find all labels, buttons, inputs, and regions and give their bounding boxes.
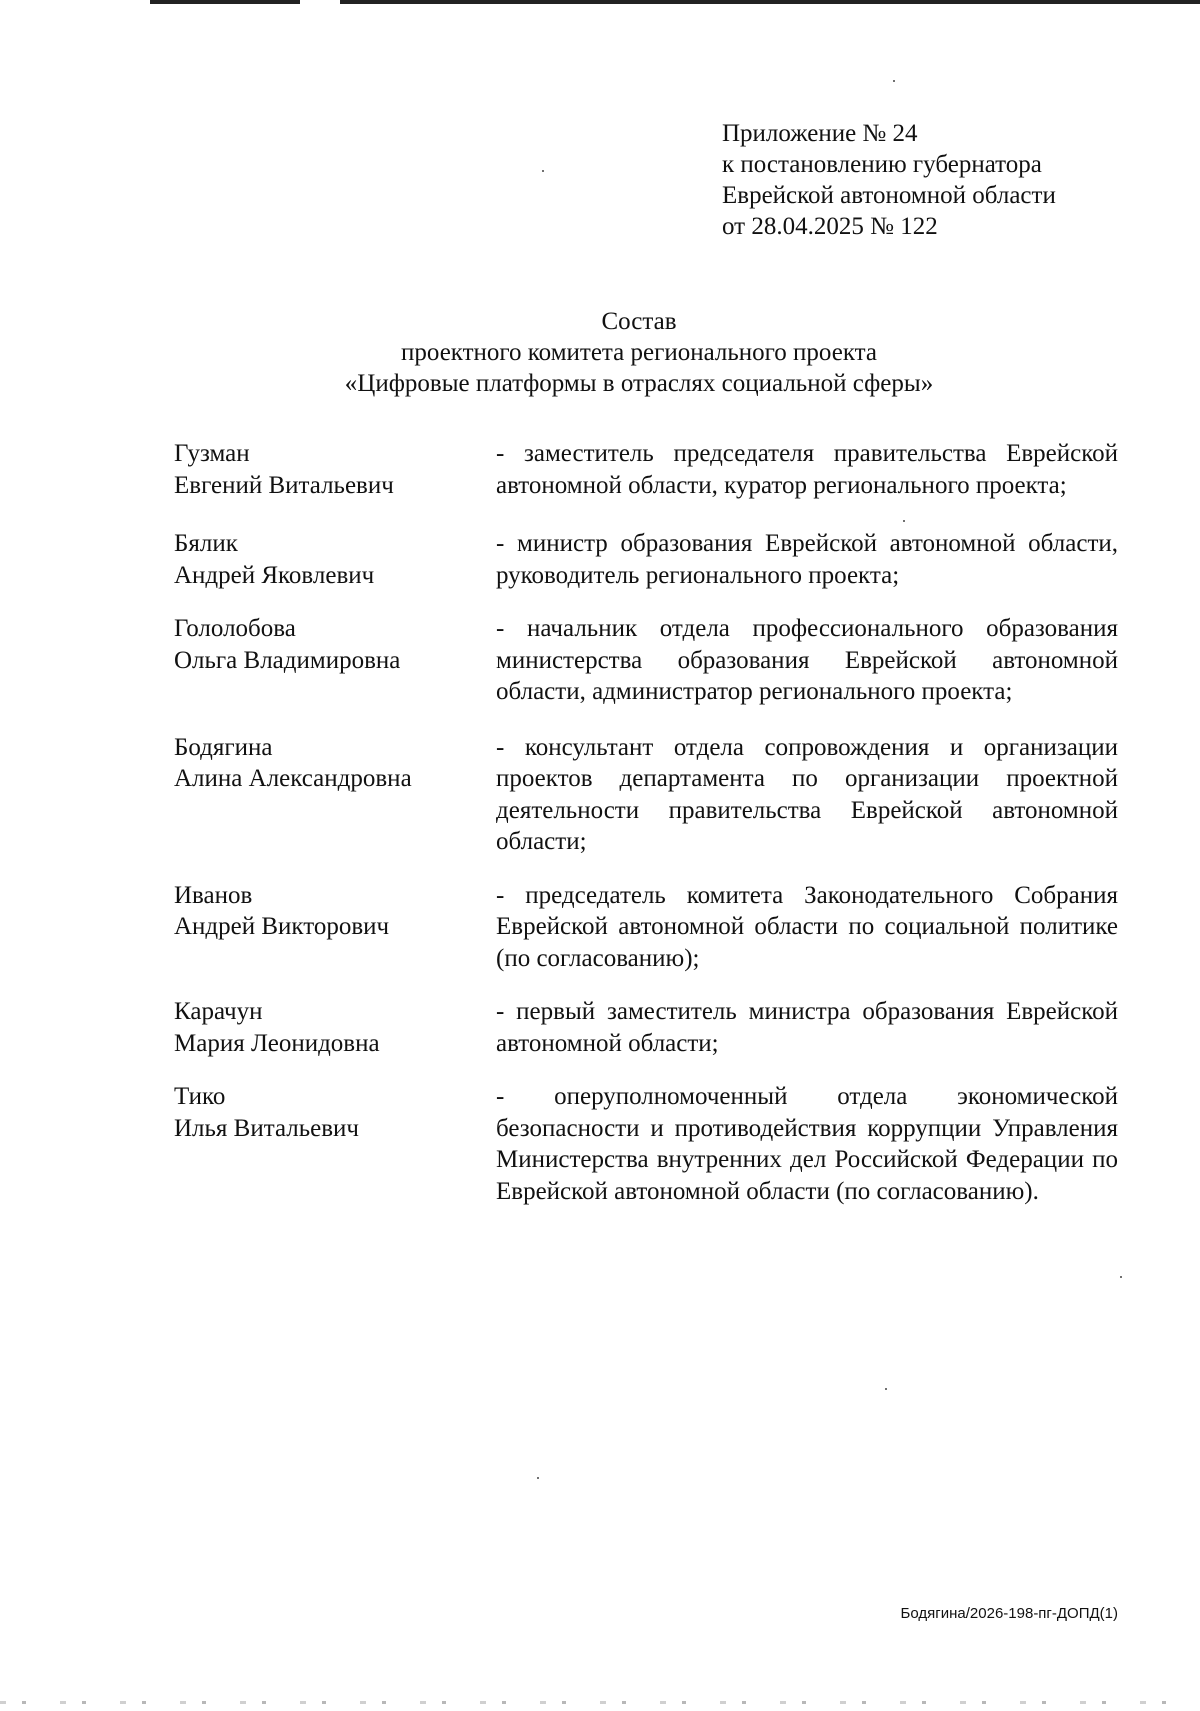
title-line: проектного комитета регионального проекта: [401, 339, 877, 366]
scan-speck: [1120, 1276, 1122, 1278]
member-row: [174, 438, 1118, 501]
member-surname: Тико: [174, 1083, 226, 1110]
member-name: [174, 613, 496, 708]
document-registration-code: Бодягина/2026-198-пг-ДОПД(1): [900, 1605, 1118, 1622]
scan-edge-top: [0, 0, 1200, 4]
scan-speck: [537, 1477, 539, 1479]
member-name: [174, 732, 496, 858]
appendix-line: Приложение № 24: [722, 120, 918, 147]
committee-members-list: [174, 438, 1118, 1207]
appendix-line: Еврейской автономной области: [722, 182, 1056, 209]
member-name: [174, 880, 496, 975]
title-line: Состав: [601, 308, 677, 335]
member-surname: Бялик: [174, 530, 238, 557]
member-given-name: Андрей Викторович: [174, 913, 390, 940]
member-role: - первый заместитель министра образования Еврейской автономной области;: [496, 998, 1118, 1057]
member-name: [174, 528, 496, 591]
scan-speck: [885, 1388, 887, 1390]
member-role: - министр образования Еврейской автономной области, руководитель регионального проекта;: [496, 530, 1118, 589]
document-title: [0, 306, 1200, 399]
member-given-name: Евгений Витальевич: [174, 471, 394, 499]
member-name: [174, 438, 496, 501]
member-given-name: Илья Витальевич: [174, 1114, 360, 1142]
appendix-header: [722, 118, 1056, 242]
appendix-line: к постановлению губернатора: [722, 151, 1042, 178]
scan-speck: [893, 80, 895, 82]
member-surname: Гузман: [174, 440, 250, 467]
member-name: [174, 996, 496, 1059]
member-row: [174, 528, 1118, 591]
member-given-name: Алина Александровна: [174, 765, 412, 792]
member-row: [174, 880, 1118, 975]
member-given-name: Ольга Владимировна: [174, 646, 401, 674]
member-row: [174, 732, 1118, 858]
member-role: - консультант отдела сопровождения и организации проектов департамента по организации проектной деятельности правительства Еврейской автономной области;: [496, 733, 1118, 855]
member-given-name: Мария Леонидовна: [174, 1029, 380, 1057]
member-role: - заместитель председателя правительства Еврейской автономной области, куратор регионального проекта;: [496, 440, 1118, 499]
scan-speck: [542, 170, 544, 172]
title-line: «Цифровые платформы в отраслях социальной сферы»: [344, 370, 934, 397]
member-name: [174, 1081, 496, 1207]
member-surname: Бодягина: [174, 733, 273, 761]
member-given-name: Андрей Яковлевич: [174, 561, 375, 589]
member-row: [174, 1081, 1118, 1207]
member-surname: Гололобова: [174, 615, 296, 642]
member-role: - председатель комитета Законодательного Собрания Еврейской автономной области по социальной политике (по согласованию);: [496, 881, 1118, 972]
member-role: - оперуполномоченный отдела экономической безопасности и противодействия коррупции Управления Министерства внутренних дел Российской Федерации по Еврейской автономной области (по согласованию).: [496, 1083, 1118, 1205]
member-surname: Иванов: [174, 881, 253, 909]
member-role: - начальник отдела профессионального образования министерства образования Еврейской автономной области, администратор регионального проекта;: [496, 615, 1118, 705]
scan-edge-bottom: [0, 1701, 1200, 1704]
appendix-line: от 28.04.2025 № 122: [722, 213, 938, 240]
member-row: [174, 996, 1118, 1059]
member-surname: Карачун: [174, 998, 263, 1025]
member-row: [174, 613, 1118, 708]
